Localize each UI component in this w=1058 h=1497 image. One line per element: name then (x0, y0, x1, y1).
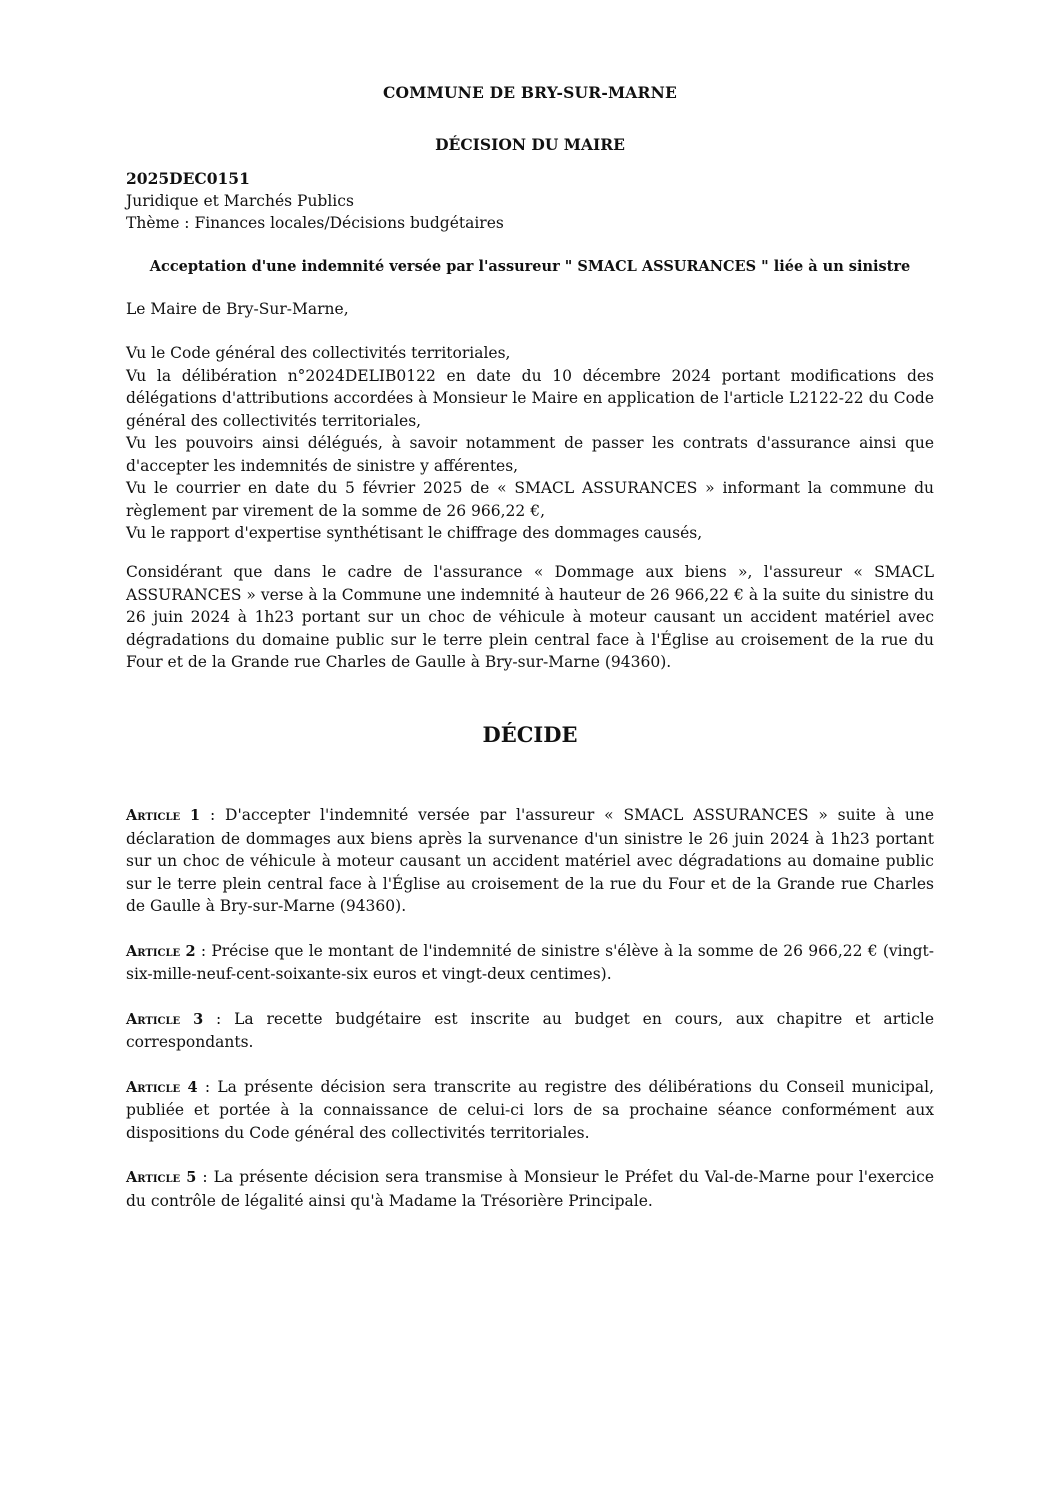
decision-metadata (126, 168, 934, 234)
service-name: Juridique et Marchés Publics (126, 192, 354, 210)
vu-item: Vu le courrier en date du 5 février 2025 de « SMACL ASSURANCES » informant la commune du règlement par virement de la somme de 26 966,22 €, (126, 479, 934, 520)
article-4 (126, 1076, 934, 1145)
article-text: : La recette budgétaire est inscrite au budget en cours, aux chapitre et article correspondants. (126, 1009, 934, 1051)
article-label: Article 5 (126, 1169, 197, 1186)
article-1 (126, 804, 934, 918)
article-label: Article 4 (126, 1078, 198, 1096)
article-text: : La présente décision sera transcrite au registre des délibérations du Conseil municipal, publiée et portée à la connaissance de celui-ci lors de sa prochaine séance conformément aux dispositions du Code général des collectivités territoriales. (126, 1077, 934, 1142)
mayor-line: Le Maire de Bry-Sur-Marne, (126, 300, 349, 318)
vu-item: Vu la délibération n°2024DELIB0122 en date du 10 décembre 2024 portant modifications des délégations d'attributions accordées à Monsieur le Maire en application de l'article L2122-22 du Code général des collectivités territoriales, (126, 366, 934, 430)
commune-heading: COMMUNE DE BRY-SUR-MARNE (382, 83, 678, 102)
decision-title: DÉCISION DU MAIRE (435, 135, 625, 154)
article-label: Article 2 (126, 942, 196, 960)
article-5 (126, 1166, 934, 1212)
vu-item: Vu le Code général des collectivités territoriales, (126, 344, 511, 362)
article-label: Article 1 (126, 807, 201, 824)
vu-item: Vu les pouvoirs ainsi délégués, à savoir notamment de passer les contrats d'assurance ainsi que d'accepter les indemnités de sinistre y afférentes, (126, 434, 934, 475)
articles-section (126, 804, 934, 1234)
article-2 (126, 940, 934, 986)
article-3 (126, 1008, 934, 1054)
decide-heading: DÉCIDE (482, 722, 578, 747)
article-text: : La présente décision sera transmise à Monsieur le Préfet du Val-de-Marne pour l'exercice du contrôle de légalité ainsi qu'à Madame la Trésorière Principale. (126, 1168, 934, 1210)
article-text: : Précise que le montant de l'indemnité de sinistre s'élève à la somme de 26 966,22 € (vingt-six-mille-neuf-cent-soixante-six euros et vingt-deux centimes). (126, 941, 934, 983)
decision-theme: Thème : Finances locales/Décisions budgétaires (126, 214, 504, 232)
vu-item: Vu le rapport d'expertise synthétisant le chiffrage des dommages causés, (126, 524, 703, 542)
decision-reference: 2025DEC0151 (126, 169, 250, 188)
vus-section (126, 342, 934, 545)
article-text: : D'accepter l'indemnité versée par l'assureur « SMACL ASSURANCES » suite à une déclaration de dommages aux biens après la survenance d'un sinistre le 26 juin 2024 à 1h23 portant sur un choc de véhicule à moteur causant un accident matériel avec dégradations au domaine public sur le terre plein central face à l'Église au croisement de la rue du Four et de la Grande rue Charles de Gaulle à Bry-sur-Marne (94360). (126, 806, 934, 915)
considerant-paragraph: Considérant que dans le cadre de l'assurance « Dommage aux biens », l'assureur « SMACL ASSURANCES » verse à la Commune une indemnité à hauteur de 26 966,22 € à la suite du sinistre du 26 juin 2024 à 1h23 portant sur un choc de véhicule à moteur causant un accident matériel avec dégradations du domaine public sur le terre plein central face à l'Église au croisement de la rue du Four et de la Grande rue Charles de Gaulle à Bry-sur-Marne (94360). (126, 563, 934, 671)
article-label: Article 3 (126, 1010, 204, 1028)
decision-subject: Acceptation d'une indemnité versée par l'assureur " SMACL ASSURANCES " liée à un sinistre (149, 258, 911, 275)
